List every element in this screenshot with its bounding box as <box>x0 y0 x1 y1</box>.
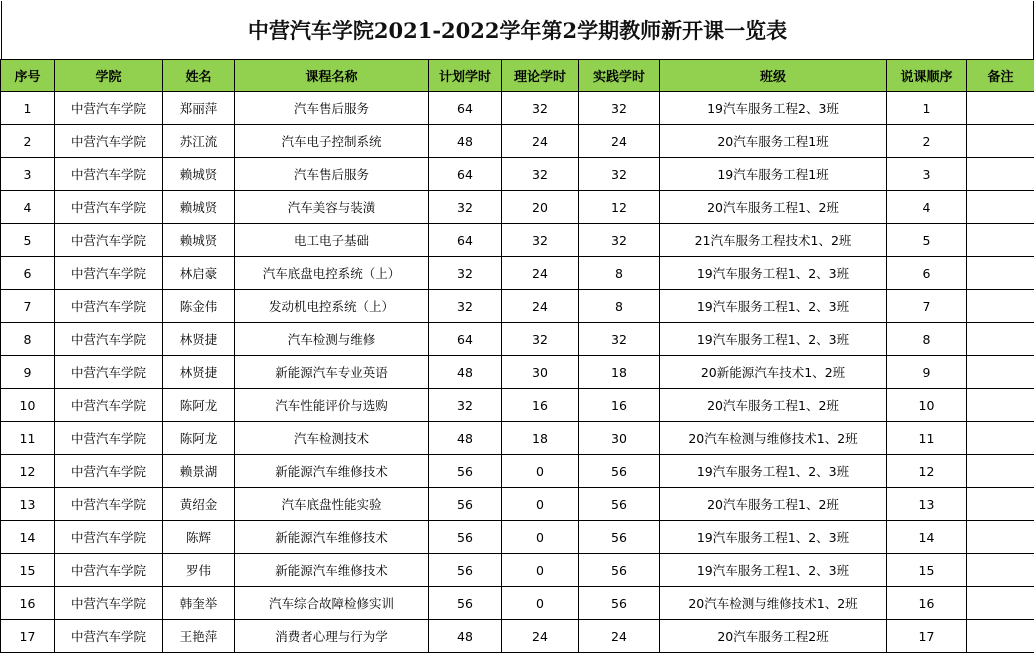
course-table <box>0 59 1034 653</box>
cell-class[interactable]: 20汽车服务工程1班 <box>660 125 887 158</box>
cell-index[interactable]: 12 <box>1 455 55 488</box>
cell-practice-hours[interactable]: 56 <box>579 554 660 587</box>
cell-order[interactable]: 16 <box>887 587 967 620</box>
cell-name[interactable]: 赖景湖 <box>163 455 235 488</box>
cell-order[interactable]: 1 <box>887 92 967 125</box>
cell-college[interactable]: 中营汽车学院 <box>55 422 163 455</box>
table-row <box>1 554 1034 587</box>
cell-practice-hours[interactable]: 56 <box>579 455 660 488</box>
cell-practice-hours[interactable]: 24 <box>579 620 660 653</box>
cell-college[interactable]: 中营汽车学院 <box>55 257 163 290</box>
cell-name[interactable]: 王艳萍 <box>163 620 235 653</box>
cell-practice-hours[interactable]: 18 <box>579 356 660 389</box>
cell-course[interactable]: 新能源汽车维修技术 <box>235 554 429 587</box>
cell-college[interactable]: 中营汽车学院 <box>55 356 163 389</box>
cell-name[interactable]: 林贤捷 <box>163 356 235 389</box>
cell-practice-hours[interactable]: 8 <box>579 290 660 323</box>
cell-name[interactable]: 黄绍金 <box>163 488 235 521</box>
cell-name[interactable]: 赖城贤 <box>163 224 235 257</box>
cell-name[interactable]: 赖城贤 <box>163 158 235 191</box>
cell-course[interactable]: 汽车美容与装潢 <box>235 191 429 224</box>
cell-class[interactable]: 20汽车检测与维修技术1、2班 <box>660 587 887 620</box>
cell-college[interactable]: 中营汽车学院 <box>55 620 163 653</box>
cell-course[interactable]: 汽车检测技术 <box>235 422 429 455</box>
cell-index[interactable]: 17 <box>1 620 55 653</box>
cell-college[interactable]: 中营汽车学院 <box>55 191 163 224</box>
cell-theory-hours[interactable]: 0 <box>502 587 579 620</box>
cell-remarks[interactable] <box>967 323 1034 356</box>
table-row <box>1 290 1034 323</box>
cell-practice-hours[interactable]: 32 <box>579 323 660 356</box>
cell-remarks[interactable] <box>967 224 1034 257</box>
cell-name[interactable]: 陈阿龙 <box>163 422 235 455</box>
cell-name[interactable]: 陈阿龙 <box>163 389 235 422</box>
cell-name[interactable]: 陈金伟 <box>163 290 235 323</box>
table-row <box>1 488 1034 521</box>
cell-name[interactable]: 陈辉 <box>163 521 235 554</box>
header-order: 说课顺序 <box>887 60 967 92</box>
cell-index[interactable]: 2 <box>1 125 55 158</box>
cell-class[interactable]: 19汽车服务工程1、2、3班 <box>660 257 887 290</box>
cell-planned-hours[interactable]: 48 <box>429 125 502 158</box>
cell-order[interactable]: 4 <box>887 191 967 224</box>
table-row <box>1 521 1034 554</box>
header-remarks: 备注 <box>967 60 1034 92</box>
header-planned-hours: 计划学时 <box>429 60 502 92</box>
cell-remarks[interactable] <box>967 257 1034 290</box>
cell-course[interactable]: 汽车售后服务 <box>235 92 429 125</box>
cell-practice-hours[interactable]: 56 <box>579 488 660 521</box>
table-body <box>1 92 1034 653</box>
cell-course[interactable]: 电工电子基础 <box>235 224 429 257</box>
table-row <box>1 92 1034 125</box>
header-practice-hours: 实践学时 <box>579 60 660 92</box>
cell-theory-hours[interactable]: 0 <box>502 554 579 587</box>
header-theory-hours: 理论学时 <box>502 60 579 92</box>
cell-college[interactable]: 中营汽车学院 <box>55 158 163 191</box>
cell-index[interactable]: 9 <box>1 356 55 389</box>
table-row <box>1 191 1034 224</box>
cell-name[interactable]: 林启豪 <box>163 257 235 290</box>
cell-college[interactable]: 中营汽车学院 <box>55 389 163 422</box>
cell-planned-hours[interactable]: 56 <box>429 521 502 554</box>
header-index: 序号 <box>1 60 55 92</box>
cell-practice-hours[interactable]: 56 <box>579 521 660 554</box>
cell-remarks[interactable] <box>967 554 1034 587</box>
cell-remarks[interactable] <box>967 422 1034 455</box>
cell-planned-hours[interactable]: 64 <box>429 92 502 125</box>
cell-name[interactable]: 郑丽萍 <box>163 92 235 125</box>
cell-practice-hours[interactable]: 32 <box>579 92 660 125</box>
cell-remarks[interactable] <box>967 290 1034 323</box>
cell-practice-hours[interactable]: 56 <box>579 587 660 620</box>
cell-theory-hours[interactable]: 24 <box>502 257 579 290</box>
cell-theory-hours[interactable]: 18 <box>502 422 579 455</box>
cell-index[interactable]: 14 <box>1 521 55 554</box>
cell-remarks[interactable] <box>967 125 1034 158</box>
cell-order[interactable]: 3 <box>887 158 967 191</box>
cell-index[interactable]: 13 <box>1 488 55 521</box>
table-row <box>1 224 1034 257</box>
table-row <box>1 125 1034 158</box>
cell-planned-hours[interactable]: 32 <box>429 257 502 290</box>
cell-class[interactable]: 20汽车服务工程1、2班 <box>660 488 887 521</box>
cell-theory-hours[interactable]: 20 <box>502 191 579 224</box>
cell-theory-hours[interactable]: 0 <box>502 521 579 554</box>
table-row <box>1 455 1034 488</box>
cell-name[interactable]: 韩奎举 <box>163 587 235 620</box>
cell-course[interactable]: 汽车底盘性能实验 <box>235 488 429 521</box>
cell-theory-hours[interactable]: 32 <box>502 92 579 125</box>
cell-remarks[interactable] <box>967 158 1034 191</box>
cell-theory-hours[interactable]: 32 <box>502 323 579 356</box>
cell-order[interactable]: 12 <box>887 455 967 488</box>
table-title: 中营汽车学院2021-2022学年第2学期教师新开课一览表 <box>1 1 1034 59</box>
cell-order[interactable]: 9 <box>887 356 967 389</box>
cell-remarks[interactable] <box>967 455 1034 488</box>
cell-college[interactable]: 中营汽车学院 <box>55 224 163 257</box>
cell-planned-hours[interactable]: 32 <box>429 290 502 323</box>
table-row <box>1 587 1034 620</box>
cell-index[interactable]: 11 <box>1 422 55 455</box>
cell-name[interactable]: 赖城贤 <box>163 191 235 224</box>
cell-planned-hours[interactable]: 64 <box>429 323 502 356</box>
cell-class[interactable]: 21汽车服务工程技术1、2班 <box>660 224 887 257</box>
cell-class[interactable]: 20汽车服务工程2班 <box>660 620 887 653</box>
cell-index[interactable]: 7 <box>1 290 55 323</box>
header-row <box>1 60 1034 92</box>
cell-order[interactable]: 8 <box>887 323 967 356</box>
header-college: 学院 <box>55 60 163 92</box>
cell-practice-hours[interactable]: 32 <box>579 224 660 257</box>
cell-planned-hours[interactable]: 56 <box>429 587 502 620</box>
cell-course[interactable]: 汽车检测与维修 <box>235 323 429 356</box>
cell-class[interactable]: 19汽车服务工程1、2、3班 <box>660 521 887 554</box>
cell-planned-hours[interactable]: 56 <box>429 455 502 488</box>
cell-course[interactable]: 汽车电子控制系统 <box>235 125 429 158</box>
cell-order[interactable]: 6 <box>887 257 967 290</box>
cell-practice-hours[interactable]: 24 <box>579 125 660 158</box>
header-course: 课程名称 <box>235 60 429 92</box>
cell-practice-hours[interactable]: 30 <box>579 422 660 455</box>
cell-index[interactable]: 1 <box>1 92 55 125</box>
cell-course[interactable]: 汽车性能评价与选购 <box>235 389 429 422</box>
cell-index[interactable]: 5 <box>1 224 55 257</box>
cell-course[interactable]: 新能源汽车维修技术 <box>235 521 429 554</box>
cell-college[interactable]: 中营汽车学院 <box>55 323 163 356</box>
table-row <box>1 389 1034 422</box>
cell-index[interactable]: 4 <box>1 191 55 224</box>
cell-remarks[interactable] <box>967 356 1034 389</box>
cell-remarks[interactable] <box>967 587 1034 620</box>
cell-order[interactable]: 11 <box>887 422 967 455</box>
cell-remarks[interactable] <box>967 389 1034 422</box>
cell-theory-hours[interactable]: 16 <box>502 389 579 422</box>
cell-practice-hours[interactable]: 32 <box>579 158 660 191</box>
cell-name[interactable]: 林贤捷 <box>163 323 235 356</box>
cell-class[interactable]: 20汽车检测与维修技术1、2班 <box>660 422 887 455</box>
cell-planned-hours[interactable]: 32 <box>429 191 502 224</box>
cell-course[interactable]: 汽车售后服务 <box>235 158 429 191</box>
cell-course[interactable]: 汽车综合故障检修实训 <box>235 587 429 620</box>
cell-class[interactable]: 20新能源汽车技术1、2班 <box>660 356 887 389</box>
header-class: 班级 <box>660 60 887 92</box>
cell-theory-hours[interactable]: 0 <box>502 488 579 521</box>
cell-class[interactable]: 19汽车服务工程1、2、3班 <box>660 290 887 323</box>
cell-remarks[interactable] <box>967 620 1034 653</box>
cell-class[interactable]: 20汽车服务工程1、2班 <box>660 191 887 224</box>
cell-index[interactable]: 6 <box>1 257 55 290</box>
cell-index[interactable]: 15 <box>1 554 55 587</box>
cell-course[interactable]: 新能源汽车维修技术 <box>235 455 429 488</box>
table-header <box>1 60 1034 92</box>
cell-name[interactable]: 罗伟 <box>163 554 235 587</box>
cell-practice-hours[interactable]: 8 <box>579 257 660 290</box>
table-row <box>1 422 1034 455</box>
cell-theory-hours[interactable]: 32 <box>502 158 579 191</box>
cell-order[interactable]: 17 <box>887 620 967 653</box>
cell-remarks[interactable] <box>967 191 1034 224</box>
cell-course[interactable]: 新能源汽车专业英语 <box>235 356 429 389</box>
cell-class[interactable]: 19汽车服务工程2、3班 <box>660 92 887 125</box>
cell-planned-hours[interactable]: 32 <box>429 389 502 422</box>
cell-planned-hours[interactable]: 48 <box>429 356 502 389</box>
cell-order[interactable]: 10 <box>887 389 967 422</box>
cell-index[interactable]: 16 <box>1 587 55 620</box>
header-name: 姓名 <box>163 60 235 92</box>
cell-planned-hours[interactable]: 64 <box>429 158 502 191</box>
cell-college[interactable]: 中营汽车学院 <box>55 455 163 488</box>
cell-class[interactable]: 19汽车服务工程1、2、3班 <box>660 455 887 488</box>
cell-order[interactable]: 5 <box>887 224 967 257</box>
cell-practice-hours[interactable]: 12 <box>579 191 660 224</box>
cell-order[interactable]: 2 <box>887 125 967 158</box>
cell-college[interactable]: 中营汽车学院 <box>55 488 163 521</box>
cell-theory-hours[interactable]: 24 <box>502 290 579 323</box>
cell-order[interactable]: 14 <box>887 521 967 554</box>
table-row <box>1 323 1034 356</box>
cell-planned-hours[interactable]: 48 <box>429 620 502 653</box>
cell-planned-hours[interactable]: 56 <box>429 554 502 587</box>
cell-college[interactable]: 中营汽车学院 <box>55 92 163 125</box>
cell-course[interactable]: 消费者心理与行为学 <box>235 620 429 653</box>
cell-order[interactable]: 15 <box>887 554 967 587</box>
cell-remarks[interactable] <box>967 521 1034 554</box>
cell-theory-hours[interactable]: 30 <box>502 356 579 389</box>
cell-class[interactable]: 19汽车服务工程1、2、3班 <box>660 323 887 356</box>
cell-planned-hours[interactable]: 56 <box>429 488 502 521</box>
cell-theory-hours[interactable]: 0 <box>502 455 579 488</box>
cell-order[interactable]: 13 <box>887 488 967 521</box>
table-row <box>1 356 1034 389</box>
cell-class[interactable]: 19汽车服务工程1班 <box>660 158 887 191</box>
cell-name[interactable]: 苏江流 <box>163 125 235 158</box>
cell-theory-hours[interactable]: 32 <box>502 224 579 257</box>
table-row <box>1 158 1034 191</box>
table-row <box>1 620 1034 653</box>
cell-theory-hours[interactable]: 24 <box>502 125 579 158</box>
cell-college[interactable]: 中营汽车学院 <box>55 125 163 158</box>
cell-remarks[interactable] <box>967 92 1034 125</box>
cell-remarks[interactable] <box>967 488 1034 521</box>
cell-index[interactable]: 3 <box>1 158 55 191</box>
cell-class[interactable]: 20汽车服务工程1、2班 <box>660 389 887 422</box>
cell-college[interactable]: 中营汽车学院 <box>55 554 163 587</box>
cell-course[interactable]: 发动机电控系统（上） <box>235 290 429 323</box>
cell-class[interactable]: 19汽车服务工程1、2、3班 <box>660 554 887 587</box>
cell-index[interactable]: 10 <box>1 389 55 422</box>
cell-index[interactable]: 8 <box>1 323 55 356</box>
cell-planned-hours[interactable]: 64 <box>429 224 502 257</box>
cell-course[interactable]: 汽车底盘电控系统（上） <box>235 257 429 290</box>
table-row <box>1 257 1034 290</box>
cell-theory-hours[interactable]: 24 <box>502 620 579 653</box>
cell-college[interactable]: 中营汽车学院 <box>55 521 163 554</box>
cell-order[interactable]: 7 <box>887 290 967 323</box>
cell-planned-hours[interactable]: 48 <box>429 422 502 455</box>
cell-college[interactable]: 中营汽车学院 <box>55 587 163 620</box>
cell-practice-hours[interactable]: 16 <box>579 389 660 422</box>
cell-college[interactable]: 中营汽车学院 <box>55 290 163 323</box>
